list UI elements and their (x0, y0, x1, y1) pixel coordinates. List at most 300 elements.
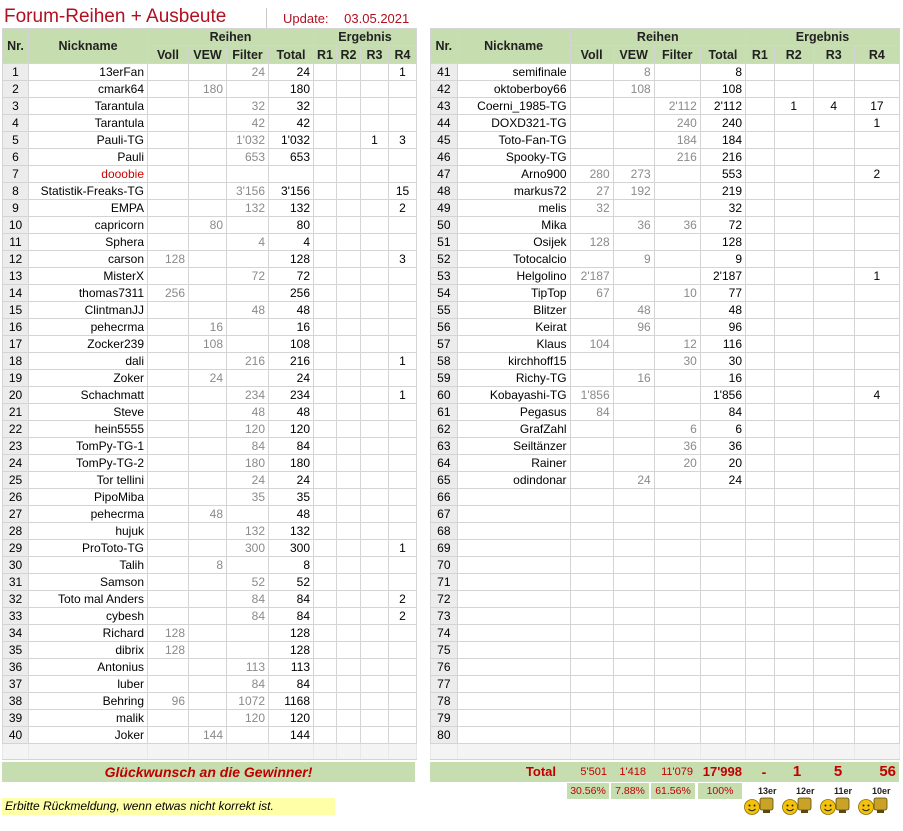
r4-cell: 1 (389, 64, 417, 81)
r3-cell (361, 251, 389, 268)
vew-cell (189, 625, 227, 642)
r1-header: R1 (314, 46, 337, 64)
table-row (431, 234, 900, 251)
total-cell: 553 (700, 166, 745, 183)
r3-cell (813, 625, 854, 642)
vew-header: VEW (613, 46, 654, 64)
nickname-cell: Zoker (29, 370, 148, 387)
r3-cell (813, 693, 854, 710)
r4-cell (389, 659, 417, 676)
r3-cell (361, 302, 389, 319)
filter-cell: 234 (227, 387, 269, 404)
filter-cell: 1'032 (227, 132, 269, 149)
filter-cell: 132 (227, 523, 269, 540)
voll-cell (148, 438, 189, 455)
vew-cell (189, 302, 227, 319)
filter-cell: 32 (227, 98, 269, 115)
voll-cell: 27 (570, 183, 613, 200)
row-number: 31 (3, 574, 29, 591)
r3-cell: 1 (361, 132, 389, 149)
table-row (431, 523, 900, 540)
r3-cell (813, 608, 854, 625)
nickname-cell: Coerni_1985-TG (457, 98, 570, 115)
r4-cell: 2 (389, 591, 417, 608)
r2-cell (337, 115, 361, 132)
r4-cell (854, 693, 899, 710)
voll-cell (570, 591, 613, 608)
total-cell: 234 (269, 387, 314, 404)
table-row (431, 455, 900, 472)
r3-cell (361, 285, 389, 302)
voll-cell (148, 217, 189, 234)
congratulations-banner: Glückwunsch an die Gewinner! (2, 762, 415, 782)
feedback-note: Erbitte Rückmeldung, wenn etwas nicht korrekt ist. (2, 798, 335, 815)
vew-cell: 24 (613, 472, 654, 489)
filter-cell: 48 (227, 404, 269, 421)
row-number: 52 (431, 251, 458, 268)
voll-cell (148, 421, 189, 438)
r3-cell (813, 234, 854, 251)
vew-cell (613, 506, 654, 523)
r3-cell (361, 336, 389, 353)
r3-cell (813, 472, 854, 489)
r2-cell: 1 (774, 98, 813, 115)
voll-cell (570, 506, 613, 523)
nickname-cell: dooobie (29, 166, 148, 183)
r1-cell (314, 251, 337, 268)
r3-cell (361, 472, 389, 489)
table-row (431, 251, 900, 268)
voll-cell (148, 591, 189, 608)
filter-cell: 84 (227, 438, 269, 455)
nickname-cell: Statistik-Freaks-TG (29, 183, 148, 200)
filter-cell: 84 (227, 676, 269, 693)
row-number: 77 (431, 676, 458, 693)
vew-cell (189, 591, 227, 608)
spacer-cell (227, 744, 269, 760)
r2-cell (337, 353, 361, 370)
r3-cell (361, 574, 389, 591)
filter-cell: 12 (654, 336, 700, 353)
voll-cell (570, 710, 613, 727)
nickname-cell: Tarantula (29, 115, 148, 132)
r2-cell (337, 438, 361, 455)
table-row (3, 693, 417, 710)
r1-cell (314, 489, 337, 506)
row-number: 71 (431, 574, 458, 591)
nickname-cell: TipTop (457, 285, 570, 302)
r2-cell (337, 319, 361, 336)
r4-cell (389, 166, 417, 183)
voll-cell (570, 693, 613, 710)
total-cell: 653 (269, 149, 314, 166)
filter-cell: 216 (227, 353, 269, 370)
table-row (431, 404, 900, 421)
vew-cell (189, 642, 227, 659)
r1-cell (746, 353, 775, 370)
table-row (3, 166, 417, 183)
r4-cell (854, 455, 899, 472)
table-row (3, 455, 417, 472)
voll-cell: 128 (148, 251, 189, 268)
table-row (431, 285, 900, 302)
filter-cell (654, 489, 700, 506)
r2-cell (774, 319, 813, 336)
row-number: 33 (3, 608, 29, 625)
table-row (431, 132, 900, 149)
spacer-row (3, 744, 417, 760)
voll-cell (148, 81, 189, 98)
nickname-cell: Totocalcio (457, 251, 570, 268)
r1-cell (314, 540, 337, 557)
r1-cell (314, 336, 337, 353)
vew-cell: 8 (189, 557, 227, 574)
r3-header: R3 (361, 46, 389, 64)
r2-cell (337, 251, 361, 268)
vew-cell (613, 727, 654, 744)
voll-cell (148, 115, 189, 132)
total-cell: 113 (269, 659, 314, 676)
total-cell (269, 166, 314, 183)
r2-cell (774, 234, 813, 251)
voll-cell (570, 727, 613, 744)
vew-cell (613, 404, 654, 421)
spacer-cell (813, 744, 854, 760)
r4-cell (854, 302, 899, 319)
r4-cell (389, 217, 417, 234)
nickname-cell (457, 506, 570, 523)
row-number: 54 (431, 285, 458, 302)
table-row (431, 489, 900, 506)
r3-cell (361, 523, 389, 540)
nickname-cell: Helgolino (457, 268, 570, 285)
r2-cell (337, 81, 361, 98)
voll-cell (148, 234, 189, 251)
row-number: 38 (3, 693, 29, 710)
r2-cell (337, 676, 361, 693)
total-cell: 84 (700, 404, 745, 421)
r4-cell (854, 438, 899, 455)
r3-cell (361, 676, 389, 693)
r3-cell (361, 217, 389, 234)
row-number: 50 (431, 217, 458, 234)
r2-cell (774, 149, 813, 166)
total-cell (700, 489, 745, 506)
total-cell: 144 (269, 727, 314, 744)
r4-cell (854, 472, 899, 489)
r4-cell (854, 319, 899, 336)
r2-cell (774, 115, 813, 132)
total-cell (700, 676, 745, 693)
vew-cell (189, 438, 227, 455)
voll-cell (570, 659, 613, 676)
table-row (3, 387, 417, 404)
voll-cell (148, 472, 189, 489)
row-number: 32 (3, 591, 29, 608)
r4-cell (389, 455, 417, 472)
row-number: 61 (431, 404, 458, 421)
filter-cell (654, 387, 700, 404)
r4-cell: 1 (389, 353, 417, 370)
filter-cell (654, 574, 700, 591)
r3-cell (361, 421, 389, 438)
r3-cell (361, 659, 389, 676)
r3-cell (813, 574, 854, 591)
r3-cell (813, 302, 854, 319)
r1-cell (314, 81, 337, 98)
r4-cell (854, 404, 899, 421)
r4-cell (389, 302, 417, 319)
r1-cell (314, 64, 337, 81)
reihen-group-header: Reihen (570, 29, 745, 46)
vew-cell (189, 421, 227, 438)
pct-voll: 30.56% (567, 783, 609, 799)
update-date: 03.05.2021 (344, 11, 410, 26)
vew-cell (189, 608, 227, 625)
r3-cell: 4 (813, 98, 854, 115)
table-row (3, 132, 417, 149)
r3-cell (361, 353, 389, 370)
row-number: 72 (431, 591, 458, 608)
spacer-cell (148, 744, 189, 760)
r1-cell (314, 404, 337, 421)
table-row (431, 183, 900, 200)
nickname-cell (457, 608, 570, 625)
vew-cell (613, 625, 654, 642)
voll-cell (570, 472, 613, 489)
r3-cell (361, 268, 389, 285)
r4-cell (854, 132, 899, 149)
nickname-cell: GrafZahl (457, 421, 570, 438)
table-row (3, 608, 417, 625)
vew-cell (189, 132, 227, 149)
row-number: 36 (3, 659, 29, 676)
vew-cell (189, 693, 227, 710)
voll-cell (148, 557, 189, 574)
r3-cell (361, 234, 389, 251)
total-cell: 42 (269, 115, 314, 132)
r4-cell (854, 642, 899, 659)
r1-cell (746, 421, 775, 438)
r4-cell (389, 336, 417, 353)
filter-cell (227, 642, 269, 659)
vew-cell (613, 659, 654, 676)
voll-cell: 32 (570, 200, 613, 217)
r3-cell (361, 387, 389, 404)
r4-header: R4 (854, 46, 899, 64)
total-cell (700, 642, 745, 659)
vew-cell (613, 285, 654, 302)
row-number: 68 (431, 523, 458, 540)
r3-cell (813, 489, 854, 506)
filter-cell: 300 (227, 540, 269, 557)
vew-cell: 180 (189, 81, 227, 98)
r2-cell (774, 727, 813, 744)
r3-cell (361, 540, 389, 557)
total-cell: 84 (269, 676, 314, 693)
nickname-cell: Osijek (457, 234, 570, 251)
vew-cell: 108 (189, 336, 227, 353)
badge-label: 13er (758, 786, 777, 796)
row-number: 11 (3, 234, 29, 251)
table-row (431, 540, 900, 557)
total-cell: 240 (700, 115, 745, 132)
r3-cell (361, 370, 389, 387)
r2-cell (774, 336, 813, 353)
r1-cell (746, 676, 775, 693)
row-number: 6 (3, 149, 29, 166)
r1-cell (746, 166, 775, 183)
r4-cell (854, 574, 899, 591)
nickname-cell (457, 676, 570, 693)
table-row (3, 183, 417, 200)
smiley-12-icon (780, 786, 814, 816)
r1-cell (314, 659, 337, 676)
total-cell: 184 (700, 132, 745, 149)
total-cell: 84 (269, 438, 314, 455)
filter-cell (654, 251, 700, 268)
table-row (3, 404, 417, 421)
table-row (3, 268, 417, 285)
r2-cell (774, 81, 813, 98)
r2-cell (774, 370, 813, 387)
total-cell (700, 540, 745, 557)
filter-cell: 120 (227, 710, 269, 727)
total-cell: 1'856 (700, 387, 745, 404)
r1-cell (746, 302, 775, 319)
row-number: 9 (3, 200, 29, 217)
filter-cell (654, 710, 700, 727)
r1-cell (314, 506, 337, 523)
vew-cell: 24 (189, 370, 227, 387)
percentage-row (430, 783, 734, 799)
table-row (431, 591, 900, 608)
r2-cell (774, 217, 813, 234)
nickname-cell: cybesh (29, 608, 148, 625)
filter-cell: 72 (227, 268, 269, 285)
voll-cell (570, 132, 613, 149)
voll-cell (570, 302, 613, 319)
update-info (266, 8, 421, 30)
nickname-cell: Steve (29, 404, 148, 421)
filter-cell (227, 217, 269, 234)
row-number: 27 (3, 506, 29, 523)
filter-cell (654, 608, 700, 625)
r2-cell (774, 540, 813, 557)
r1-cell (314, 455, 337, 472)
r2-cell (774, 523, 813, 540)
r2-cell (337, 404, 361, 421)
vew-cell (613, 438, 654, 455)
row-number: 20 (3, 387, 29, 404)
nickname-cell: ClintmanJJ (29, 302, 148, 319)
voll-cell (570, 557, 613, 574)
row-number: 22 (3, 421, 29, 438)
r3-cell (813, 455, 854, 472)
r2-cell (337, 557, 361, 574)
spacer-cell (774, 744, 813, 760)
total-cell: 108 (700, 81, 745, 98)
nickname-cell: PipoMiba (29, 489, 148, 506)
total-cell: 120 (269, 421, 314, 438)
filter-cell: 20 (654, 455, 700, 472)
nickname-cell (457, 642, 570, 659)
table-row (431, 370, 900, 387)
table-row (3, 421, 417, 438)
r1-cell (314, 625, 337, 642)
row-number: 59 (431, 370, 458, 387)
filter-cell (654, 234, 700, 251)
nickname-cell (457, 574, 570, 591)
r3-cell (361, 115, 389, 132)
total-cell: 8 (700, 64, 745, 81)
r3-cell (361, 608, 389, 625)
table-row (3, 710, 417, 727)
total-cell: 24 (700, 472, 745, 489)
r1-cell (314, 693, 337, 710)
spacer-cell (570, 744, 613, 760)
r4-cell (854, 336, 899, 353)
vew-cell (613, 574, 654, 591)
r3-cell (361, 642, 389, 659)
r1-cell (746, 319, 775, 336)
r1-cell (314, 183, 337, 200)
table-row (431, 642, 900, 659)
spacer-cell (3, 744, 29, 760)
r2-cell (774, 625, 813, 642)
vew-cell (613, 557, 654, 574)
r1-cell (314, 200, 337, 217)
r3-cell (813, 115, 854, 132)
vew-cell: 144 (189, 727, 227, 744)
total-r4: 56 (879, 763, 896, 780)
row-number: 46 (431, 149, 458, 166)
r3-cell (813, 370, 854, 387)
r4-cell (389, 642, 417, 659)
r2-cell (774, 285, 813, 302)
total-cell (700, 727, 745, 744)
voll-cell: 96 (148, 693, 189, 710)
filter-cell (654, 64, 700, 81)
r1-cell (314, 319, 337, 336)
r2-cell (774, 455, 813, 472)
r4-cell (389, 319, 417, 336)
r4-cell (854, 625, 899, 642)
filter-cell (654, 625, 700, 642)
row-number: 40 (3, 727, 29, 744)
r2-cell (774, 353, 813, 370)
filter-cell: 2'112 (654, 98, 700, 115)
r3-cell (361, 625, 389, 642)
r3-cell (361, 591, 389, 608)
vew-cell (189, 183, 227, 200)
row-number: 57 (431, 336, 458, 353)
nickname-cell: DOXD321-TG (457, 115, 570, 132)
nickname-cell: Joker (29, 727, 148, 744)
voll-cell (148, 455, 189, 472)
total-cell: 16 (269, 319, 314, 336)
r2-cell (774, 574, 813, 591)
r2-cell (774, 404, 813, 421)
r3-cell (361, 183, 389, 200)
r1-cell (746, 149, 775, 166)
table-row (431, 421, 900, 438)
results-table-left (2, 28, 417, 760)
r4-cell (854, 285, 899, 302)
vew-cell (613, 693, 654, 710)
r3-cell (813, 523, 854, 540)
table-row (431, 268, 900, 285)
